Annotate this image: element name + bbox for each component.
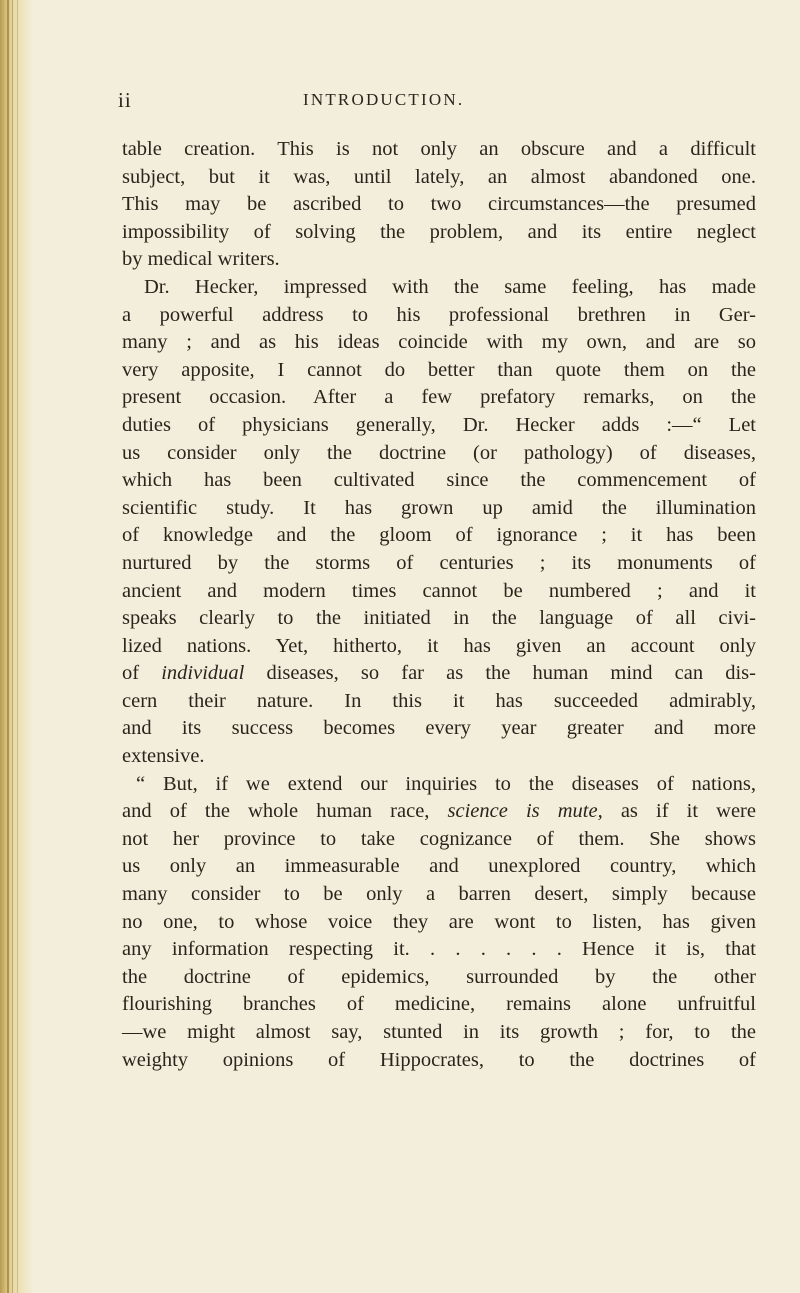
text-segment: as if it were (602, 800, 756, 823)
text-line: weighty opinions of Hippocrates, to the doctrines of (122, 1048, 756, 1071)
binding-edge-line (17, 0, 18, 1293)
text-line: present occasion. After a few prefatory remarks, on the (122, 386, 756, 409)
text-segment: and of the whole human race, (122, 800, 448, 823)
text-line: a powerful address to his professional brethren in Ger- (122, 303, 756, 326)
text-line: nurtured by the storms of centuries ; its monuments of (122, 551, 756, 574)
text-line: Dr. Hecker, impressed with the same feeling, has made (144, 275, 756, 298)
text-line: of knowledge and the gloom of ignorance ; it has been (122, 524, 756, 547)
body-text (122, 136, 756, 1074)
text-line (122, 798, 756, 826)
text-line: flourishing branches of medicine, remains alone unfruitful (122, 993, 756, 1016)
text-line: by medical writers. (122, 248, 280, 271)
text-segment: diseases, so far as the human mind can dis- (244, 662, 756, 685)
text-line: lized nations. Yet, hitherto, it has given an account only (122, 634, 756, 657)
text-line: us consider only the doctrine (or pathology) of diseases, (122, 441, 756, 464)
text-line: many consider to be only a barren desert, simply because (122, 883, 756, 906)
binding-edge-line (7, 0, 9, 1293)
text-line: extensive. (122, 745, 205, 768)
text-line: —we might almost say, stunted in its growth ; for, to the (122, 1021, 756, 1043)
text-line: subject, but it was, until lately, an almost abandoned one. (122, 165, 756, 188)
text-line: duties of physicians generally, Dr. Hecker adds :—“ Let (122, 413, 756, 436)
binding-edge-line (12, 0, 13, 1293)
text-line: speaks clearly to the initiated in the language of all civi- (122, 607, 756, 630)
text-line: and its success becomes every year greater and more (122, 717, 756, 740)
text-line: the doctrine of epidemics, surrounded by the other (122, 965, 756, 988)
italic-emphasis: individual (161, 662, 245, 685)
text-line: us only an immeasurable and unexplored country, which (122, 855, 756, 878)
text-line: very apposite, I cannot do better than quote them on the (122, 358, 756, 381)
text-line: “ But, if we extend our inquiries to the diseases of nations, (136, 772, 756, 795)
text-line (122, 660, 756, 688)
text-line: ancient and modern times cannot be numbered ; and it (122, 579, 756, 602)
text-line: This may be ascribed to two circumstances—the presumed (122, 193, 756, 216)
text-line: scientific study. It has grown up amid the illumination (122, 496, 756, 519)
text-line: which has been cultivated since the commencement of (122, 469, 756, 492)
text-line: no one, to whose voice they are wont to listen, has given (122, 910, 756, 933)
page-number: ii (118, 88, 132, 112)
text-line: impossibility of solving the problem, and its entire neglect (122, 220, 756, 243)
running-head: INTRODUCTION. (303, 90, 465, 109)
text-line: cern their nature. In this it has succeeded admirably, (122, 689, 756, 712)
text-line: many ; and as his ideas coincide with my own, and are so (122, 331, 756, 354)
page-header (0, 88, 800, 116)
text-line: any information respecting it. . . . . . . Hence it is, that (122, 938, 756, 961)
text-line: table creation. This is not only an obscure and a difficult (122, 138, 756, 160)
text-line: not her province to take cognizance of them. She shows (122, 827, 756, 850)
page-edge-shading (0, 0, 34, 1293)
italic-emphasis: science is mute, (447, 800, 603, 823)
text-segment: of (122, 662, 162, 685)
